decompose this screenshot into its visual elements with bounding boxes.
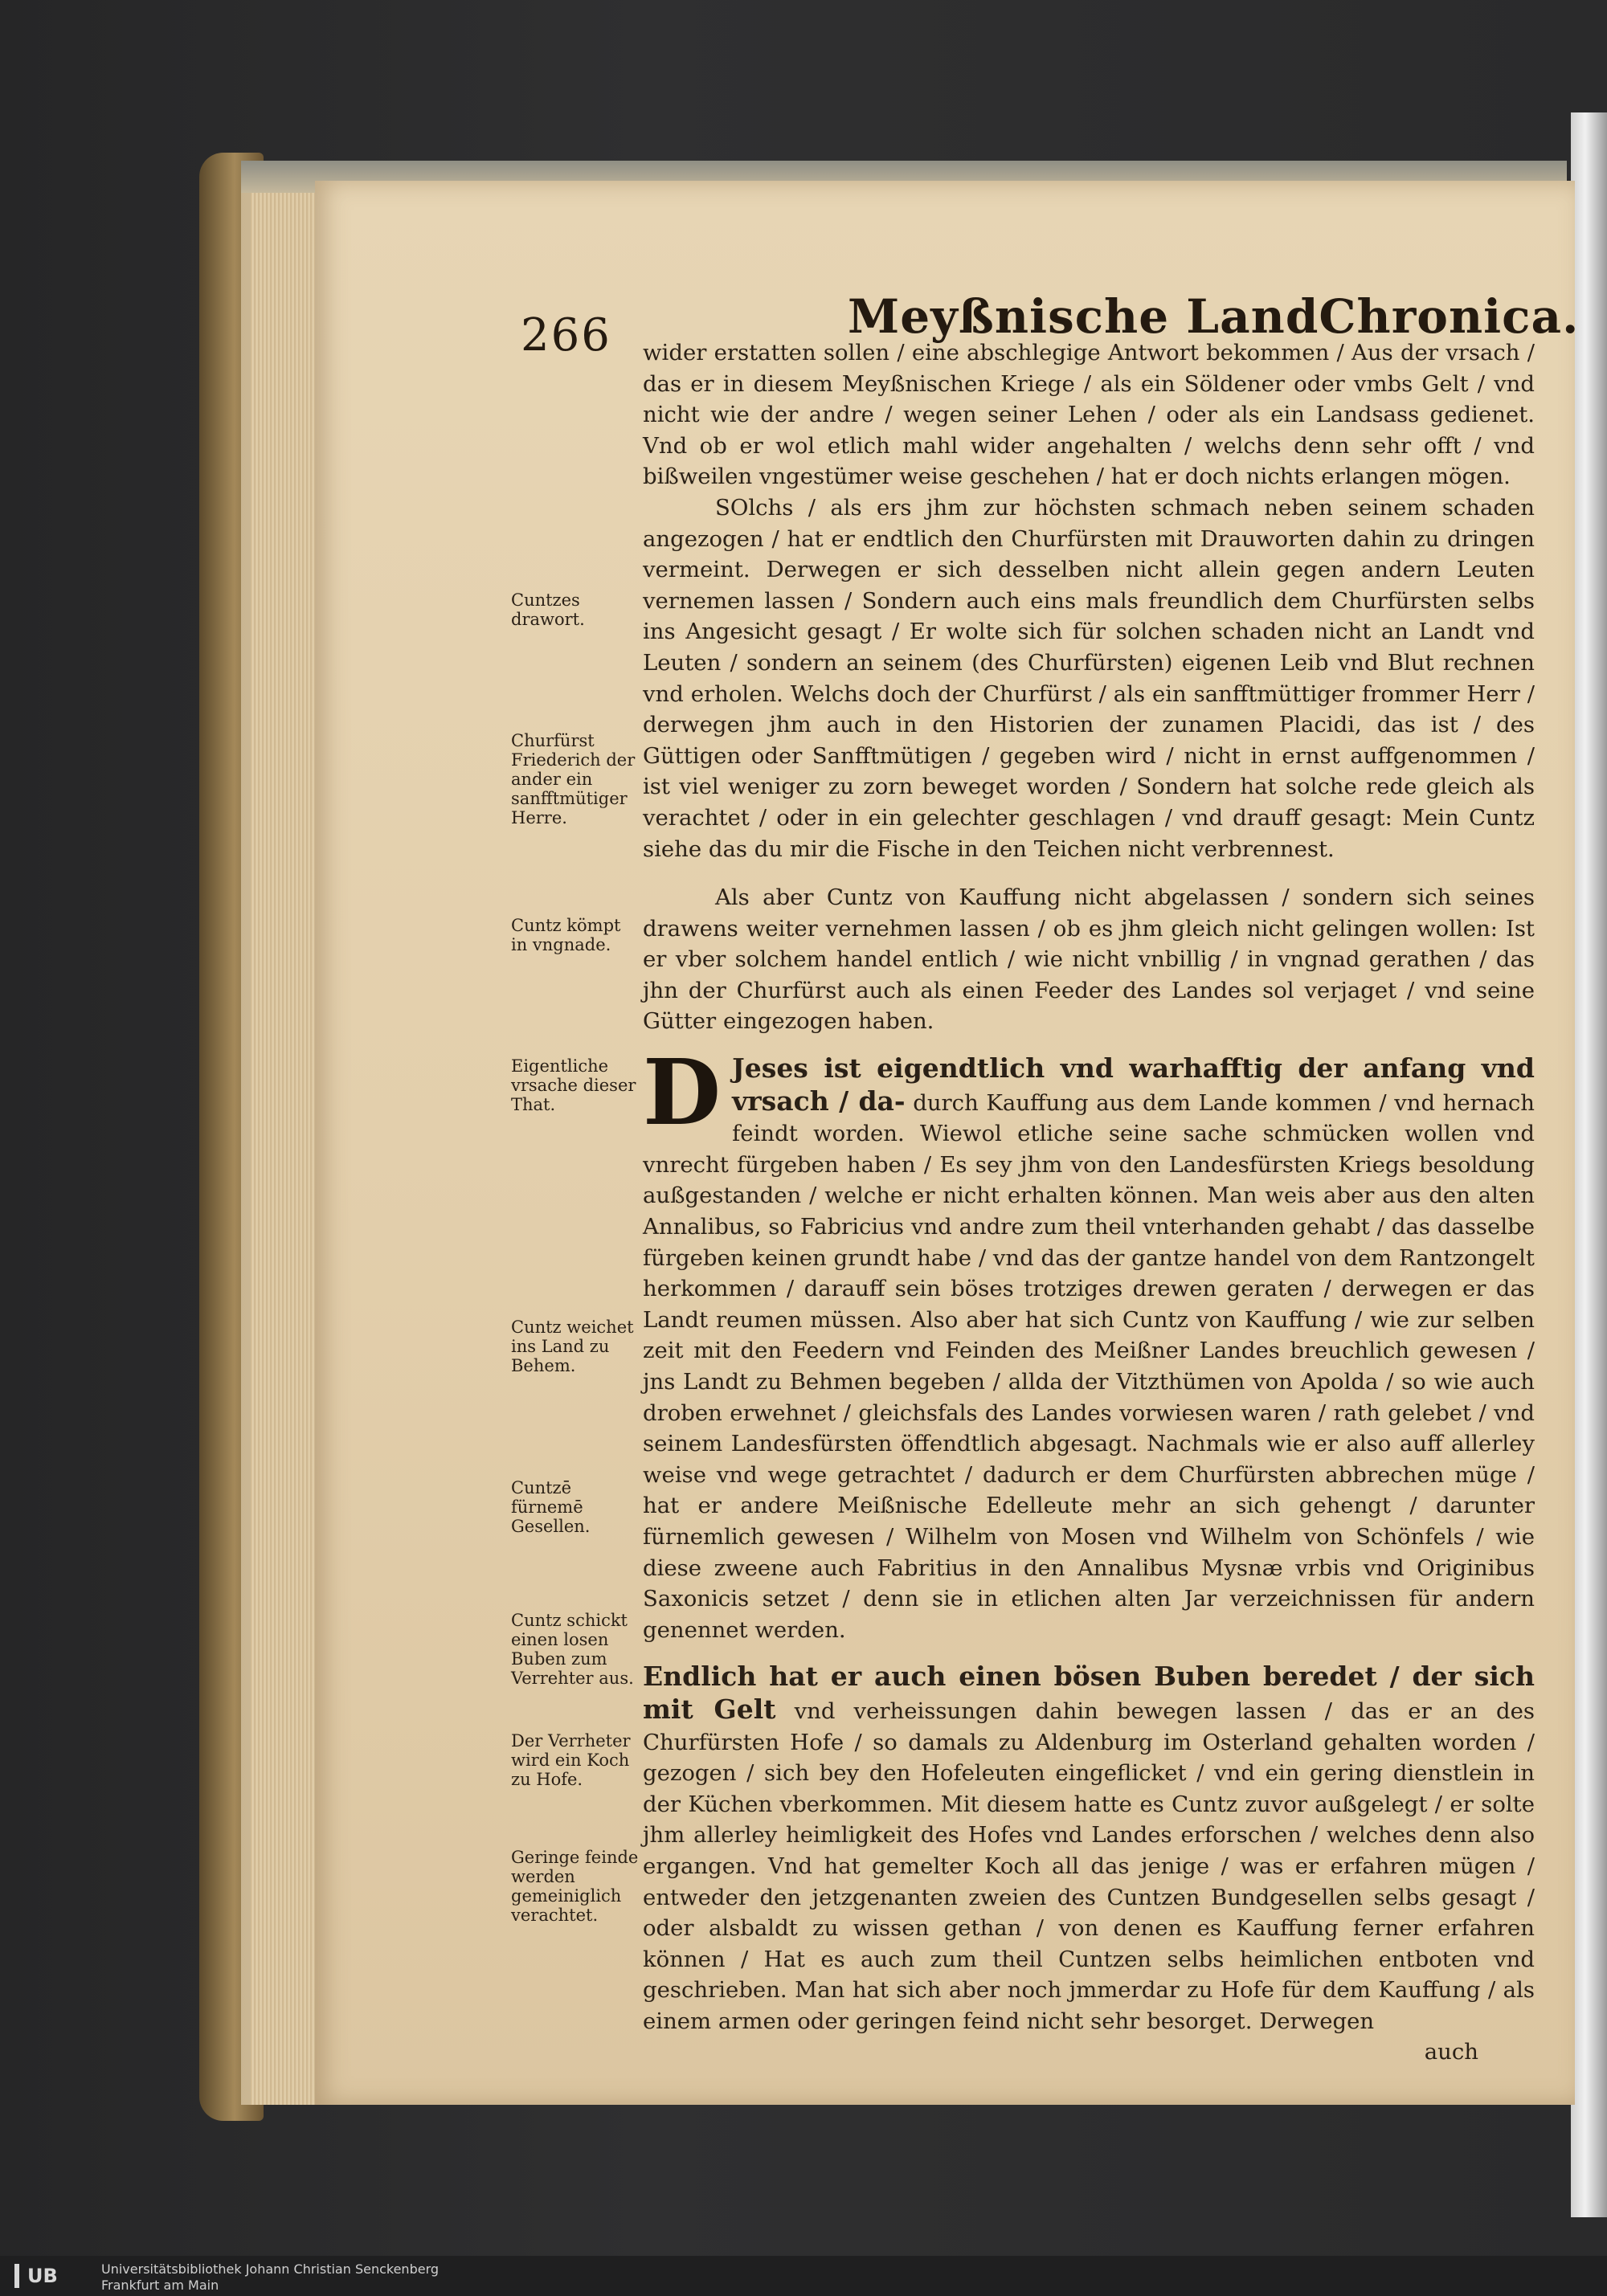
marginal-note-6: Cuntzē fürnemē Gesellen. xyxy=(511,1478,591,1536)
catchword: auch xyxy=(1424,2039,1478,2065)
running-title: Meyßnische LandChronica. xyxy=(848,289,1580,344)
marginal-note-5: Cuntz weichet ins Land zu Behem. xyxy=(511,1318,634,1375)
marginal-note-1: Cuntzes drawort. xyxy=(511,590,585,629)
scanner-glass-edge xyxy=(1571,112,1607,2217)
page-fore-edges xyxy=(251,193,315,2105)
paragraph-4-block xyxy=(643,1040,1535,1645)
paragraph-5-block xyxy=(643,1661,1535,2037)
marginal-note-7: Cuntz schickt einen losen Buben zum Verrehter aus. xyxy=(511,1611,634,1688)
ub-logo-icon: UB xyxy=(14,2264,91,2288)
marginal-note-2: Churfürst Friederich der ander ein sanfftmütiger Herre. xyxy=(511,731,636,827)
paragraph-4: durch Kauffung aus dem Lande kommen / vnd hernach feindt worden. Wiewol etliche seine sache schmücken wollen vnd vnrecht fürgeben haben / Es sey jhm von den Landesfürsten Kriegs besoldung außgestanden / welche er nicht erhalten können. Man weis aber aus den alten Annalibus, so Fabricius vnd andre zum theil vnterhanden gehabt / das dasselbe fürgeben keinen grundt habe / vnd das der gantze handel von dem Rantzongelt herkommen / darauff sein böses trotziges drewen geraten / derwegen er das Landt reumen müssen. Also aber hat sich Cuntz von Kauffung / wie zur selben zeit mit den Feedern vnd Feinden des Meißner Landes breuchlich gewesen / jns Landt zu Behmen begeben / allda der Vitzthümen von Apolda / so wie auch droben erwehnet / gleichsfals des Landes vorwiesen waren / rath gelebet / vnd seinem Landesfürsten öffendtlich abgesagt. Nachmals wie er also auff allerley weise vnd wege getrachtet / dadurch er dem Churfürsten abbrechen müge / hat er andere Meißnische Edelleute mehr an sich gehengt / darunter fürnemlich gewesen / Wilhelm von Mosen vnd Wilhelm von Schönfels / wie diese zweene auch Fabritius in den Annalibus Mysnæ vrbis vnd Originibus Saxonicis setzet / denn sie in etlichen alten Jar verzeichnissen für andern genennet werden. xyxy=(643,1089,1535,1643)
marginal-note-9: Geringe feinde werden gemeiniglich verachtet. xyxy=(511,1848,639,1925)
paragraph-5-lead: Endlich hat er auch einen bösen Buben beredet / der sich mit Gelt xyxy=(643,1661,1535,1725)
footer-institution: Universitätsbibliothek Johann Christian Senckenberg xyxy=(101,2261,440,2277)
paragraph-3: Als aber Cuntz von Kauffung nicht abgelassen / sondern sich seines drawens weiter vernehmen lassen / ob es jhm gleich nicht gelingen wollen: Ist er vber solchem handel entlich / wie nicht vnbillig / in vngnad gerathen / das jhn der Churfürst auch als einen Feeder des Landes sol verjaget / vnd seine Gütter eingezogen haben. xyxy=(643,884,1535,1035)
marginal-note-4: Eigentliche vrsache dieser That. xyxy=(511,1056,636,1114)
body-text xyxy=(643,337,1535,2068)
paragraph-2: SOlchs / als ers jhm zur höchsten schmach neben seinem schaden angezogen / hat er endtlich den Churfürsten mit Drauworten dahin zu dringen vermeint. Derwegen er sich desselben nicht allein gegen andern Leuten vernemen lassen / Sondern auch eins mals freundlich dem Churfürsten selbs ins Angesicht gesagt / Er wolte sich für solchen schaden nicht an Landt vnd Leuten / sondern an seinem (des Churfürsten) eigenen Leib vnd Blut rechnen vnd erholen. Welchs doch der Churfürst / als ein sanfftmüttiger frommer Herr / derwegen jhm auch in den Historien der zunamen Placidi, das ist / des Güttigen oder Sanfftmütigen / gegeben wird / nicht in ernst auffgenommen / ist viel weniger zu zorn beweget worden / Sondern hat solche rede gleich als verachtet / oder in ein gelechter geschlagen / vnd drauff gesagt: Mein Cuntz siehe das du mir die Fische in den Teichen nicht verbrennest. xyxy=(643,494,1535,862)
paragraph-4-lead: Jeses ist eigendtlich vnd warhafftig der anfang vnd vrsach / da- xyxy=(732,1052,1535,1117)
page-number: 266 xyxy=(521,309,611,362)
paragraph-1: wider erstatten sollen / eine abschlegige Antwort bekommen / Aus der vrsach / das er in diesem Meyßnischen Kriege / als ein Söldener oder vmbs Gelt / vnd nicht wie der andre / wegen seiner Lehen / oder als ein Landsass gedienet. Vnd ob er wol etlich mahl wider angehalten / welchs denn sehr offt / vnd bißweilen vngestümer weise geschehen / hat er doch nichts erlangen mögen. xyxy=(643,340,1535,490)
paragraph-5: vnd verheissungen dahin bewegen lassen / das er an des Churfürsten Hofe / so damals zu Aldenburg im Osterland gehalten worden / gezogen / sich bey den Hofeleuten eingeflicket / vnd ein gering dienstlein in der Küchen vberkommen. Mit diesem hatte es Cuntz zuvor außgelegt / er solte jhm allerley heimligkeit des Hofes vnd Landes erforschen / welches denn also ergangen. Vnd hat gemelter Koch all das jenige / was er erfahren mügen / entweder den jetzgenanten zweien des Cuntzen Bundgesellen selbs gesagt / oder alsbaldt zu wissen gethan / von denen es Kauffung ferner erfahren können / Hat es auch zum theil Cuntzen selbs heimlichen entboten vnd geschrieben. Man hat sich aber noch jmmerdar zu Hofe für dem Kauffung / als einem armen oder geringen feind nicht sehr besorget. Derwegen xyxy=(643,1697,1535,2034)
decorated-initial: D xyxy=(643,1040,722,1146)
marginal-note-8: Der Verrheter wird ein Koch zu Hofe. xyxy=(511,1731,631,1789)
footer-location: Frankfurt am Main xyxy=(101,2278,219,2293)
marginal-note-3: Cuntz kömpt in vngnade. xyxy=(511,916,621,954)
